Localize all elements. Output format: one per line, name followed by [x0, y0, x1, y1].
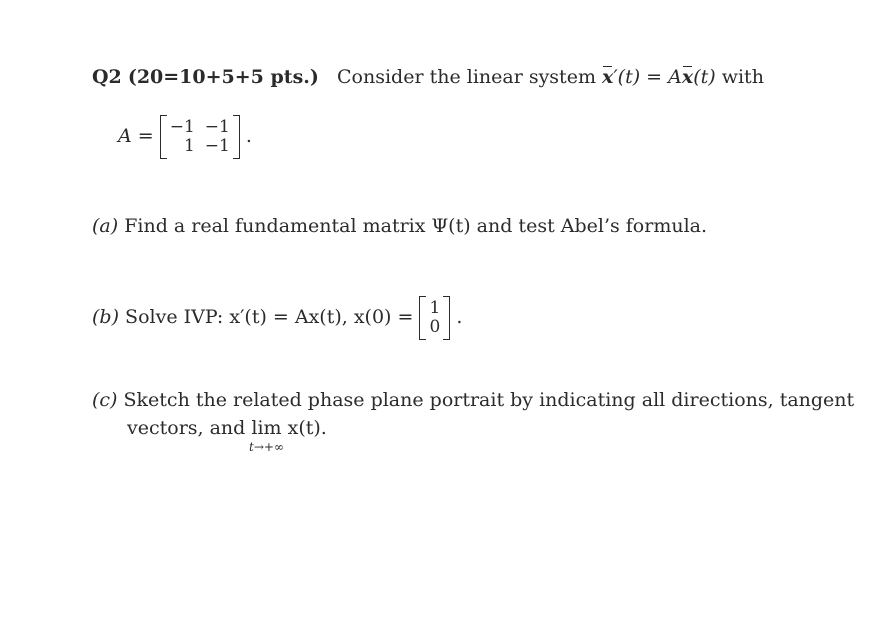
matrix-a12: −1 — [204, 117, 230, 137]
part-c-text2: vectors, and — [127, 417, 246, 439]
question-intro: Consider the linear system — [337, 66, 596, 88]
part-b-trail: . — [456, 306, 463, 328]
part-c-line1 — [92, 391, 854, 410]
matrix-a11: −1 — [169, 117, 195, 137]
question-points: (20=10+5+5 pts.) — [127, 66, 319, 88]
matrix-a21: 1 — [183, 136, 195, 156]
matrix-definition — [118, 115, 252, 159]
right-bracket — [233, 115, 240, 159]
initial-vector — [419, 296, 450, 340]
part-c-label: (c) — [92, 389, 118, 411]
part-a — [92, 217, 707, 236]
part-a-label: (a) — [92, 215, 119, 237]
part-b-label: (b) — [92, 306, 119, 328]
matrix-lhs: A = — [118, 125, 154, 147]
left-bracket — [419, 296, 426, 340]
initial-v2: 0 — [429, 317, 441, 337]
limit-operator — [249, 417, 284, 454]
initial-v1: 1 — [429, 298, 441, 318]
limit-subscript: t→+∞ — [249, 440, 284, 454]
part-c-line2 — [127, 417, 327, 454]
matrix-trail: . — [245, 125, 252, 147]
system-equation: x′(t) = Ax(t) — [602, 66, 722, 88]
part-c-text1: Sketch the related phase plane portrait by indicating all directions, tangent — [123, 389, 855, 411]
question-with: with — [721, 66, 764, 88]
part-b-text: Solve IVP: x′(t) = Ax(t), x(0) = — [125, 306, 414, 328]
left-bracket — [160, 115, 167, 159]
matrix-a — [160, 115, 240, 159]
question-number: Q2 — [92, 66, 122, 88]
part-a-text: Find a real fundamental matrix Ψ(t) and test Abel’s formula. — [124, 215, 708, 237]
matrix-a22: −1 — [204, 136, 230, 156]
part-b — [92, 296, 462, 340]
question-header — [92, 68, 764, 87]
limit-word: lim — [251, 417, 282, 439]
right-bracket — [443, 296, 450, 340]
limit-expression: x(t). — [287, 417, 327, 439]
